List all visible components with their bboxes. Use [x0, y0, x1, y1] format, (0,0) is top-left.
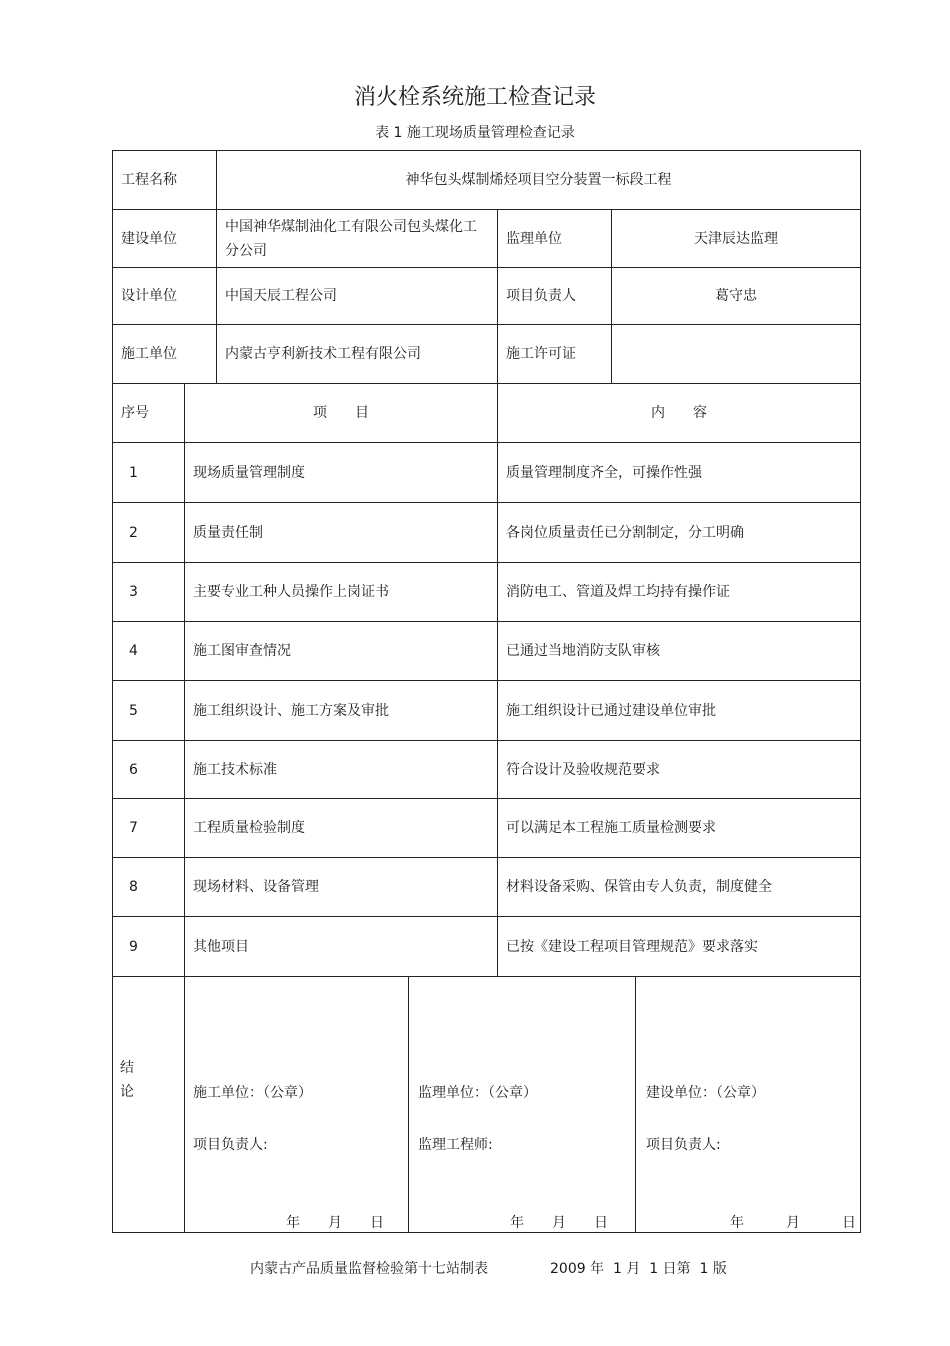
row-content: 可以满足本工程施工质量检测要求 — [506, 820, 716, 836]
row-item: 其他项目 — [193, 938, 249, 955]
supervision-unit-value: 天津辰达监理 — [694, 230, 778, 247]
row-number: 2 — [129, 524, 138, 541]
contractor-label: 施工单位 — [121, 346, 177, 362]
row-item: 现场材料、设备管理 — [193, 879, 319, 895]
row-number: 8 — [129, 879, 138, 895]
row-number: 3 — [129, 584, 138, 600]
design-unit-label: 设计单位 — [121, 288, 177, 304]
signature-responsible: 监理工程师: — [418, 1137, 493, 1153]
signature-date: 年 月 日 — [730, 1215, 856, 1231]
row-content: 符合设计及验收规范要求 — [506, 761, 660, 778]
supervision-unit-label: 监理单位 — [506, 230, 562, 247]
contractor-value: 内蒙古亨利新技术工程有限公司 — [225, 346, 421, 362]
row-number: 1 — [129, 464, 138, 481]
page-title: 消火栓系统施工检查记录 — [353, 85, 596, 110]
item-header: 项 目 — [313, 405, 369, 421]
row-number: 4 — [129, 643, 138, 659]
signature-unit: 建设单位：（公章） — [646, 1085, 765, 1101]
row-divider — [112, 976, 861, 977]
design-unit-value: 中国天辰工程公司 — [225, 288, 337, 304]
row-number: 7 — [129, 820, 138, 836]
conclusion-label-char: 结 — [120, 1060, 134, 1076]
footer-version: 2009 年 1 月 1 日第 1 版 — [550, 1261, 727, 1277]
construction-unit-value: 中国神华煤制油化工有限公司包头煤化工分公司 — [225, 218, 477, 259]
content-header: 内 容 — [651, 405, 707, 421]
signature-unit: 施工单位：（公章） — [193, 1085, 312, 1101]
footer-issuer: 内蒙古产品质量监督检验第十七站制表 — [250, 1261, 488, 1277]
table-subtitle: 表 1 施工现场质量管理检查记录 — [375, 125, 575, 141]
table-border-bottom — [112, 1232, 861, 1233]
col-divider — [635, 976, 636, 1233]
row-item: 质量责任制 — [193, 524, 263, 541]
signature-responsible: 项目负责人: — [193, 1137, 268, 1153]
project-leader-label: 项目负责人 — [506, 288, 576, 304]
permit-value — [612, 325, 860, 383]
row-content: 施工组织设计已通过建设单位审批 — [506, 702, 716, 719]
project-name-value: 神华包头煤制烯烃项目空分装置一标段工程 — [405, 172, 672, 188]
row-item: 施工技术标准 — [193, 761, 277, 778]
signature-unit: 监理单位：（公章） — [418, 1085, 537, 1101]
row-item: 工程质量检验制度 — [193, 820, 305, 836]
signature-date: 年 月 日 — [286, 1215, 384, 1231]
seq-header: 序号 — [121, 405, 149, 421]
row-number: 5 — [129, 702, 138, 719]
row-content: 质量管理制度齐全，可操作性强 — [506, 464, 702, 481]
row-item: 施工图审查情况 — [193, 643, 291, 659]
conclusion-label — [120, 1056, 134, 1104]
col-divider — [408, 976, 409, 1233]
signature-responsible: 项目负责人: — [646, 1137, 721, 1153]
row-content: 材料设备采购、保管由专人负责，制度健全 — [506, 879, 772, 895]
row-content: 消防电工、管道及焊工均持有操作证 — [506, 584, 730, 600]
project-name-label: 工程名称 — [121, 172, 177, 188]
row-item: 主要专业工种人员操作上岗证书 — [193, 584, 389, 600]
row-number: 6 — [129, 761, 138, 778]
inspection-table — [112, 150, 861, 1233]
construction-unit-label: 建设单位 — [121, 230, 177, 247]
project-leader-value: 葛守忠 — [715, 288, 757, 304]
row-content: 各岗位质量责任已分割制定，分工明确 — [506, 524, 744, 541]
permit-label: 施工许可证 — [506, 346, 576, 362]
row-item: 现场质量管理制度 — [193, 464, 305, 481]
row-content: 已通过当地消防支队审核 — [506, 643, 660, 659]
row-number: 9 — [129, 938, 138, 955]
conclusion-label-char: 论 — [120, 1084, 134, 1100]
table-border-right — [860, 150, 861, 1233]
row-item: 施工组织设计、施工方案及审批 — [193, 702, 389, 719]
row-content: 已按《建设工程项目管理规范》要求落实 — [506, 938, 758, 955]
signature-date: 年 月 日 — [510, 1215, 608, 1231]
